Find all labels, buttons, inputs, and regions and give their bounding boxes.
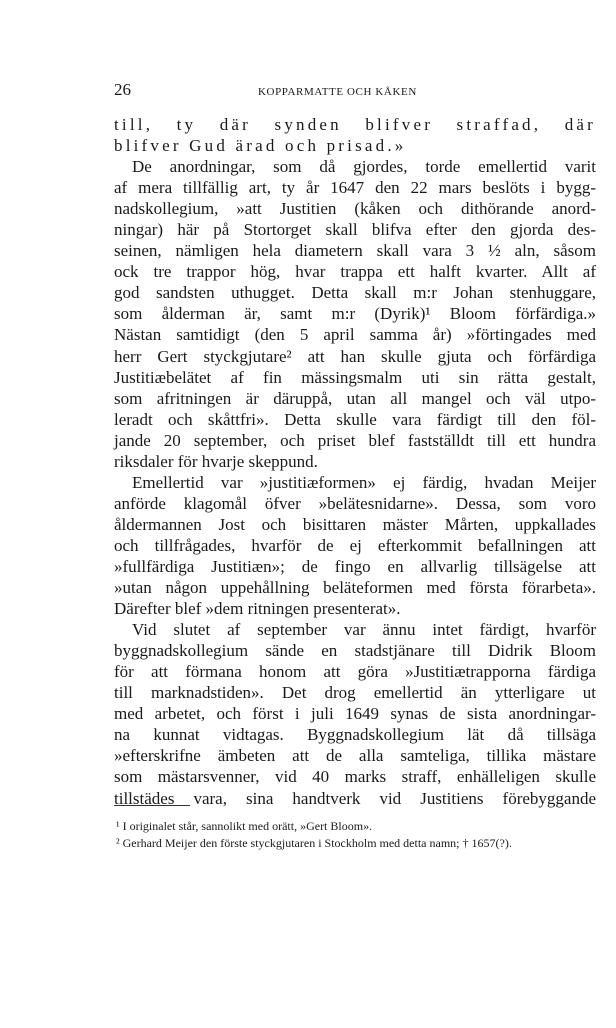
text-line: »efterskrifne ämbeten att de alla samteliga, tillika mästare — [114, 746, 596, 766]
text-line: som afritningen är däruppå, utan all mangel och väl utpo- — [114, 388, 596, 408]
footnote-1: ¹ I originalet står, sannolikt med orätt, »Gert Bloom». — [116, 819, 373, 833]
text-line: åldermannen Jost och bisittaren mäster Mårten, uppkallades — [114, 514, 596, 534]
text-line: leradt och skåttfri». Detta skulle vara färdigt till den föl- — [114, 409, 596, 429]
text-line: ningar) här på Stortorget skall blifva efter den gjorda des- — [114, 220, 596, 240]
text-line: tillstädes vara, sina handtverk vid Justitiens förebyggande — [114, 788, 596, 808]
text-line: ock tre trappor hög, hvar trappa ett halft kvarter. Allt af — [114, 262, 596, 282]
text-line: De anordningar, som då gjordes, torde emellertid varit — [132, 157, 596, 177]
footnote-2: ² Gerhard Meijer den förste styckgjutaren i Stockholm med detta namn; † 1657(?). — [116, 836, 512, 850]
text-line: anförde klagomål öfver »belätesnidarne». Dessa, som voro — [114, 493, 596, 513]
body-text — [114, 114, 596, 809]
text-line: jande 20 september, och priset blef fastställdt till ett hundra — [114, 430, 596, 450]
text-line: byggnadskollegium sände en stadstjänare till Didrik Bloom — [114, 641, 596, 661]
text-line: Nästan samtidigt (den 5 april samma år) »förtingades med — [114, 325, 596, 345]
text-line: riksdaler för hvarje skeppund. — [114, 451, 318, 471]
text-line: af mera tillfällig art, ty år 1647 den 22 mars beslöts i bygg- — [114, 178, 596, 198]
text-line: Emellertid var »justitiæformen» ej färdig, hvadan Meijer — [132, 472, 596, 492]
footnotes — [116, 818, 596, 852]
text-line: Justitiæbelätet af fin mässingsmalm uti sin rätta gestalt, — [114, 367, 596, 387]
page-number: 26 — [114, 80, 131, 99]
text-line: som ålderman är, samt m:r (Dyrik)¹ Bloom förfärdiga.» — [114, 304, 596, 324]
text-line: som mästarsvenner, vid 40 marks straff, enhälleligen skulle — [114, 767, 596, 787]
text-line: Därefter blef »dem ritningen presenterat». — [114, 599, 401, 619]
text-line: herr Gert styckgjutare² att han skulle gjuta och förfärdiga — [114, 346, 596, 366]
text-line: nadskollegium, »att Justitien (kåken och dithörande anord- — [114, 199, 596, 219]
text-line: för att förmana honom att göra »Justitiætrapporna färdiga — [114, 662, 596, 682]
text-line: na kunnat vidtagas. Byggnadskollegium lät då tillsäga — [114, 725, 596, 745]
text-line: och tillfrågades, hvarför de ej efterkommit befallningen att — [114, 535, 596, 555]
text-line: Vid slutet af september var ännu intet färdigt, hvarför — [132, 620, 596, 640]
text-line: med arbetet, och först i juli 1649 synas de sista anordningar- — [114, 704, 596, 724]
text-line: »fullfärdiga Justitiæn»; de fingo en allvarlig tillsägelse att — [114, 556, 596, 576]
text-line: till, ty där synden blifver straffad, där — [114, 115, 596, 134]
text-line: till marknadstiden». Det drog emellertid än ytterligare ut — [114, 683, 596, 703]
text-line: »utan någon uppehållning beläteformen med första förarbeta». — [114, 578, 596, 598]
text-line: god sandsten uthugget. Detta skall m:r Johan stenhuggare, — [114, 283, 596, 303]
text-line: seinen, nämligen hela diametern skall vara 3 ½ aln, såsom — [114, 241, 596, 261]
text-line: blifver Gud ärad och prisad.» — [114, 136, 407, 156]
footnote-divider — [114, 805, 190, 806]
running-head: KOPPARMATTE OCH KÅKEN — [258, 86, 417, 98]
